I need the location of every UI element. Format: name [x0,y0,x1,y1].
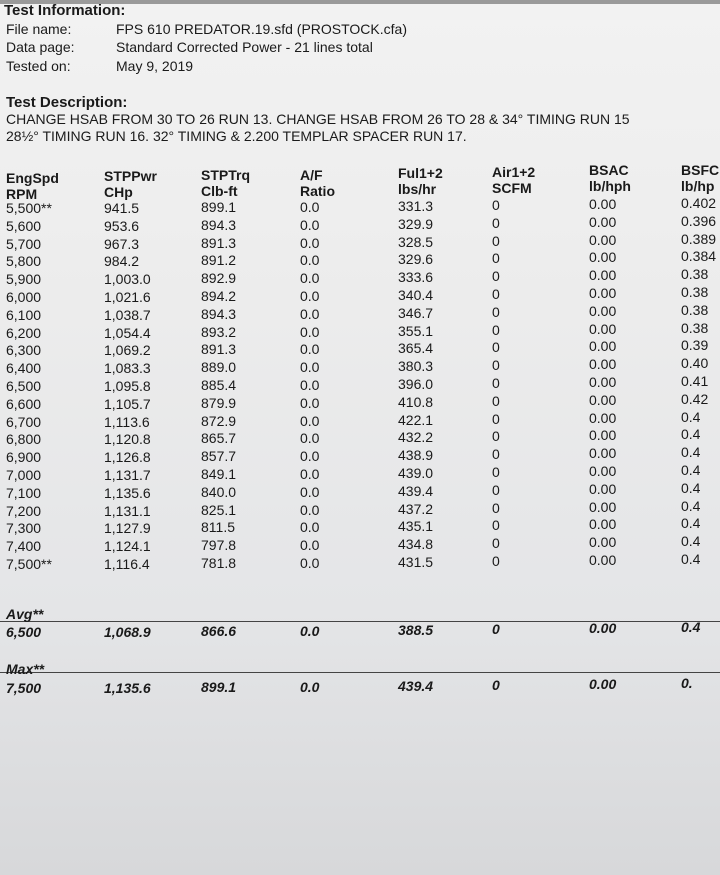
cell-af: 0.0 [300,466,320,482]
max-label: Max** [6,661,45,677]
cell-af: 0.0 [300,430,320,447]
cell-stppwr: 1,131.7 [104,467,151,483]
summary-cell-stppwr: 1,068.9 [104,624,151,640]
summary-cell-air12: 0 [492,677,500,693]
cell-stptrq: 894.2 [201,288,237,304]
cell-af: 0.0 [300,252,320,269]
cell-bsac: 0.00 [589,374,617,390]
cell-ful12: 431.5 [398,554,434,570]
cell-bsac: 0.00 [589,196,617,212]
col-header-name: Ful1+2 [398,165,443,181]
col-header-stptrq [201,167,250,199]
cell-af: 0.0 [300,305,320,322]
cell-stppwr: 1,127.9 [104,520,151,537]
cell-stppwr: 953.6 [104,217,140,234]
cell-stppwr: 1,021.6 [104,289,151,305]
cell-af: 0.0 [300,394,320,411]
summary-cell-engspd: 6,500 [6,624,42,640]
col-header-name: STPPwr [104,168,157,184]
cell-ful12: 331.3 [398,198,434,214]
cell-bsac: 0.00 [589,516,617,533]
cell-stppwr: 984.2 [104,253,140,270]
col-header-af [300,167,335,199]
col-header-name: STPTrq [201,167,251,183]
cell-stptrq: 825.1 [201,501,237,518]
cell-bsac: 0.00 [589,445,617,462]
cell-af: 0.0 [300,448,320,465]
cell-stptrq: 872.9 [201,412,237,429]
summary-cell-stppwr: 1,135.6 [104,680,151,696]
avg-label: Avg** [6,606,44,622]
summary-cell-air12: 0 [492,621,500,637]
cell-af: 0.0 [300,270,320,287]
cell-stptrq: 811.5 [201,519,235,536]
cell-stppwr: 1,069.2 [104,342,151,359]
cell-bsfc: 0.4 [681,515,701,532]
col-header-bsac [589,162,631,194]
cell-ful12: 396.0 [398,376,434,392]
cell-bsfc: 0.4 [681,497,701,514]
cell-bsfc: 0.4 [681,408,701,425]
tested-on-value: May 9, 2019 [116,58,194,74]
summary-cell-bsfc: 0.4 [681,619,701,635]
cell-bsac: 0.00 [589,498,617,515]
summary-cell-bsac: 0.00 [589,620,617,636]
cell-air12: 0 [492,232,500,249]
cell-engspd: 6,100 [6,306,42,323]
cell-air12: 0 [492,410,500,427]
cell-ful12: 438.9 [398,447,434,464]
cell-stptrq: 894.3 [201,305,237,322]
cell-air12: 0 [492,375,500,391]
col-header-bsfc [681,162,719,194]
file-name-value: FPS 610 PREDATOR.19.sfd (PROSTOCK.cfa) [116,21,407,37]
cell-engspd: 6,800 [6,431,42,448]
cell-af: 0.0 [300,555,320,571]
cell-af: 0.0 [300,288,320,304]
cell-engspd: 7,100 [6,484,42,501]
cell-af: 0.0 [300,341,320,358]
cell-stppwr: 1,003.0 [104,271,151,288]
cell-bsfc: 0.396 [681,212,717,229]
col-header-engspd [6,170,59,202]
cell-ful12: 340.4 [398,287,434,303]
col-header-name: BSFC [681,162,720,178]
cell-bsac: 0.00 [589,480,617,497]
summary-cell-bsfc: 0. [681,675,693,691]
cell-bsfc: 0.4 [681,551,701,567]
col-header-unit: Ratio [300,183,335,199]
cell-engspd: 6,900 [6,449,42,466]
cell-bsac: 0.00 [589,427,617,444]
col-header-unit: CHp [104,184,133,200]
summary-cell-ful12: 388.5 [398,622,434,638]
cell-stppwr: 1,126.8 [104,449,151,466]
cell-stppwr: 1,083.3 [104,360,151,377]
cell-engspd: 6,300 [6,342,42,359]
cell-engspd: 7,200 [6,502,42,519]
cell-bsac: 0.00 [589,338,617,355]
cell-stppwr: 1,105.7 [104,395,151,412]
cell-bsfc: 0.4 [681,533,701,550]
cell-air12: 0 [492,481,500,498]
cell-stptrq: 857.7 [201,448,237,465]
cell-ful12: 329.9 [398,215,434,232]
cell-bsac: 0.00 [589,249,617,266]
cell-bsac: 0.00 [589,534,617,551]
col-header-unit: lbs/hr [398,181,437,197]
cell-af: 0.0 [300,359,320,376]
cell-air12: 0 [492,268,500,285]
data-page-label: Data page: [6,39,75,55]
cell-engspd: 5,500** [6,200,52,216]
cell-stppwr: 1,038.7 [104,306,151,323]
cell-stppwr: 1,113.6 [104,413,150,430]
cell-ful12: 435.1 [398,518,434,535]
tested-on-label: Tested on: [6,58,71,74]
cell-engspd: 7,300 [6,520,42,537]
cell-bsac: 0.00 [589,302,617,319]
cell-stptrq: 892.9 [201,270,237,287]
col-header-unit: lb/hp [681,178,715,194]
cell-af: 0.0 [300,216,320,233]
col-header-unit: lb/hph [589,178,631,194]
data-page-value: Standard Corrected Power - 21 lines total [116,39,373,55]
file-name-label: File name: [6,21,72,37]
col-header-air12 [492,164,535,196]
cell-bsfc: 0.40 [681,355,709,372]
cell-stptrq: 849.1 [201,466,237,482]
cell-bsac: 0.00 [589,356,617,373]
cell-af: 0.0 [300,377,320,393]
cell-bsfc: 0.402 [681,195,717,211]
cell-bsac: 0.00 [589,391,617,408]
cell-bsfc: 0.38 [681,284,709,300]
cell-stptrq: 797.8 [201,537,237,554]
cell-air12: 0 [492,321,500,338]
summary-cell-ful12: 439.4 [398,678,434,694]
cell-bsac: 0.00 [589,267,617,284]
cell-stptrq: 891.3 [201,234,237,251]
summary-cell-engspd: 7,500 [6,680,42,696]
cell-ful12: 329.6 [398,251,434,268]
cell-engspd: 5,700 [6,235,42,252]
cell-air12: 0 [492,464,500,480]
cell-engspd: 5,600 [6,217,42,234]
col-header-name: Air1+2 [492,164,536,180]
cell-air12: 0 [492,517,500,534]
cell-af: 0.0 [300,501,320,518]
cell-engspd: 5,800 [6,253,42,270]
cell-af: 0.0 [300,519,320,536]
cell-bsfc: 0.39 [681,337,709,354]
summary-cell-stptrq: 899.1 [201,679,237,695]
cell-stptrq: 891.2 [201,252,237,269]
cell-bsfc: 0.389 [681,230,717,247]
col-header-unit: RPM [6,186,38,202]
col-header-name: A/F [300,167,323,183]
cell-engspd: 7,500** [6,556,52,572]
cell-bsfc: 0.38 [681,319,709,336]
cell-bsac: 0.00 [589,552,617,568]
cell-bsac: 0.00 [589,409,617,426]
cell-ful12: 434.8 [398,536,434,553]
cell-air12: 0 [492,214,500,231]
cell-bsac: 0.00 [589,231,617,248]
test-information-heading: Test Information: [4,2,126,19]
cell-engspd: 6,400 [6,360,42,377]
cell-air12: 0 [492,339,500,356]
cell-af: 0.0 [300,537,320,554]
cell-stptrq: 891.3 [201,341,237,358]
summary-cell-bsac: 0.00 [589,676,617,692]
cell-ful12: 437.2 [398,500,434,517]
cell-engspd: 5,900 [6,271,42,288]
cell-ful12: 439.4 [398,482,434,499]
cell-ful12: 439.0 [398,465,434,481]
cell-air12: 0 [492,286,500,302]
cell-air12: 0 [492,446,500,463]
cell-bsfc: 0.38 [681,301,709,318]
cell-air12: 0 [492,535,500,552]
col-header-name: EngSpd [6,170,59,186]
cell-ful12: 355.1 [398,322,434,339]
cell-bsac: 0.00 [589,213,617,230]
cell-air12: 0 [492,428,500,445]
col-header-unit: Clb-ft [201,183,238,199]
max-divider-line [0,672,720,673]
cell-ful12: 432.2 [398,429,434,446]
cell-bsfc: 0.4 [681,479,701,496]
cell-air12: 0 [492,553,500,569]
cell-ful12: 346.7 [398,304,434,321]
cell-ful12: 410.8 [398,393,434,410]
cell-engspd: 7,400 [6,538,42,555]
cell-engspd: 6,000 [6,289,42,305]
cell-stptrq: 879.9 [201,394,237,411]
col-header-stppwr [104,168,157,200]
cell-af: 0.0 [300,234,320,251]
cell-stppwr: 1,124.1 [104,538,151,555]
cell-engspd: 6,600 [6,395,42,412]
cell-ful12: 422.1 [398,411,434,428]
cell-bsac: 0.00 [589,320,617,337]
cell-bsac: 0.00 [589,463,617,479]
cell-bsfc: 0.42 [681,390,709,407]
cell-ful12: 365.4 [398,340,434,357]
cell-bsfc: 0.4 [681,444,701,461]
cell-stppwr: 1,095.8 [104,378,151,394]
summary-cell-stptrq: 866.6 [201,623,237,639]
cell-bsfc: 0.4 [681,462,701,478]
cell-stptrq: 781.8 [201,555,237,571]
cell-air12: 0 [492,392,500,409]
cell-air12: 0 [492,357,500,374]
col-header-ful12 [398,165,443,197]
cell-stppwr: 1,135.6 [104,484,151,501]
cell-af: 0.0 [300,323,320,340]
cell-stptrq: 889.0 [201,359,237,376]
test-description-heading: Test Description: [6,94,128,111]
cell-stptrq: 865.7 [201,430,237,447]
cell-bsac: 0.00 [589,285,617,301]
cell-stppwr: 1,116.4 [104,556,150,572]
cell-stptrq: 893.2 [201,323,237,340]
cell-bsfc: 0.41 [681,373,709,389]
test-description-line-1: CHANGE HSAB FROM 30 TO 26 RUN 13. CHANGE HSAB FROM 26 TO 28 & 34° TIMING RUN 15 [6,111,630,127]
cell-bsfc: 0.4 [681,426,701,443]
cell-af: 0.0 [300,483,320,500]
cell-engspd: 6,700 [6,413,42,430]
cell-stptrq: 899.1 [201,199,237,215]
cell-bsfc: 0.38 [681,266,709,283]
test-description-line-2: 28½° TIMING RUN 16. 32° TIMING & 2.200 TEMPLAR SPACER RUN 17. [6,128,467,144]
cell-stptrq: 894.3 [201,216,237,233]
cell-stppwr: 1,131.1 [104,502,151,519]
summary-cell-af: 0.0 [300,679,320,695]
summary-cell-af: 0.0 [300,623,320,639]
cell-ful12: 328.5 [398,233,434,250]
cell-engspd: 7,000 [6,467,42,483]
cell-air12: 0 [492,197,500,213]
cell-stppwr: 1,120.8 [104,431,151,448]
cell-stppwr: 967.3 [104,235,140,252]
cell-ful12: 380.3 [398,358,434,375]
cell-air12: 0 [492,303,500,320]
cell-engspd: 6,500 [6,378,42,394]
col-header-unit: SCFM [492,180,532,196]
cell-af: 0.0 [300,412,320,429]
cell-stppwr: 941.5 [104,200,140,216]
cell-engspd: 6,200 [6,324,42,341]
cell-air12: 0 [492,250,500,267]
cell-af: 0.0 [300,199,320,215]
cell-stptrq: 885.4 [201,377,237,393]
cell-air12: 0 [492,499,500,516]
cell-ful12: 333.6 [398,269,434,286]
cell-stptrq: 840.0 [201,483,237,500]
col-header-name: BSAC [589,162,629,178]
cell-bsfc: 0.384 [681,248,717,265]
cell-stppwr: 1,054.4 [104,324,151,341]
